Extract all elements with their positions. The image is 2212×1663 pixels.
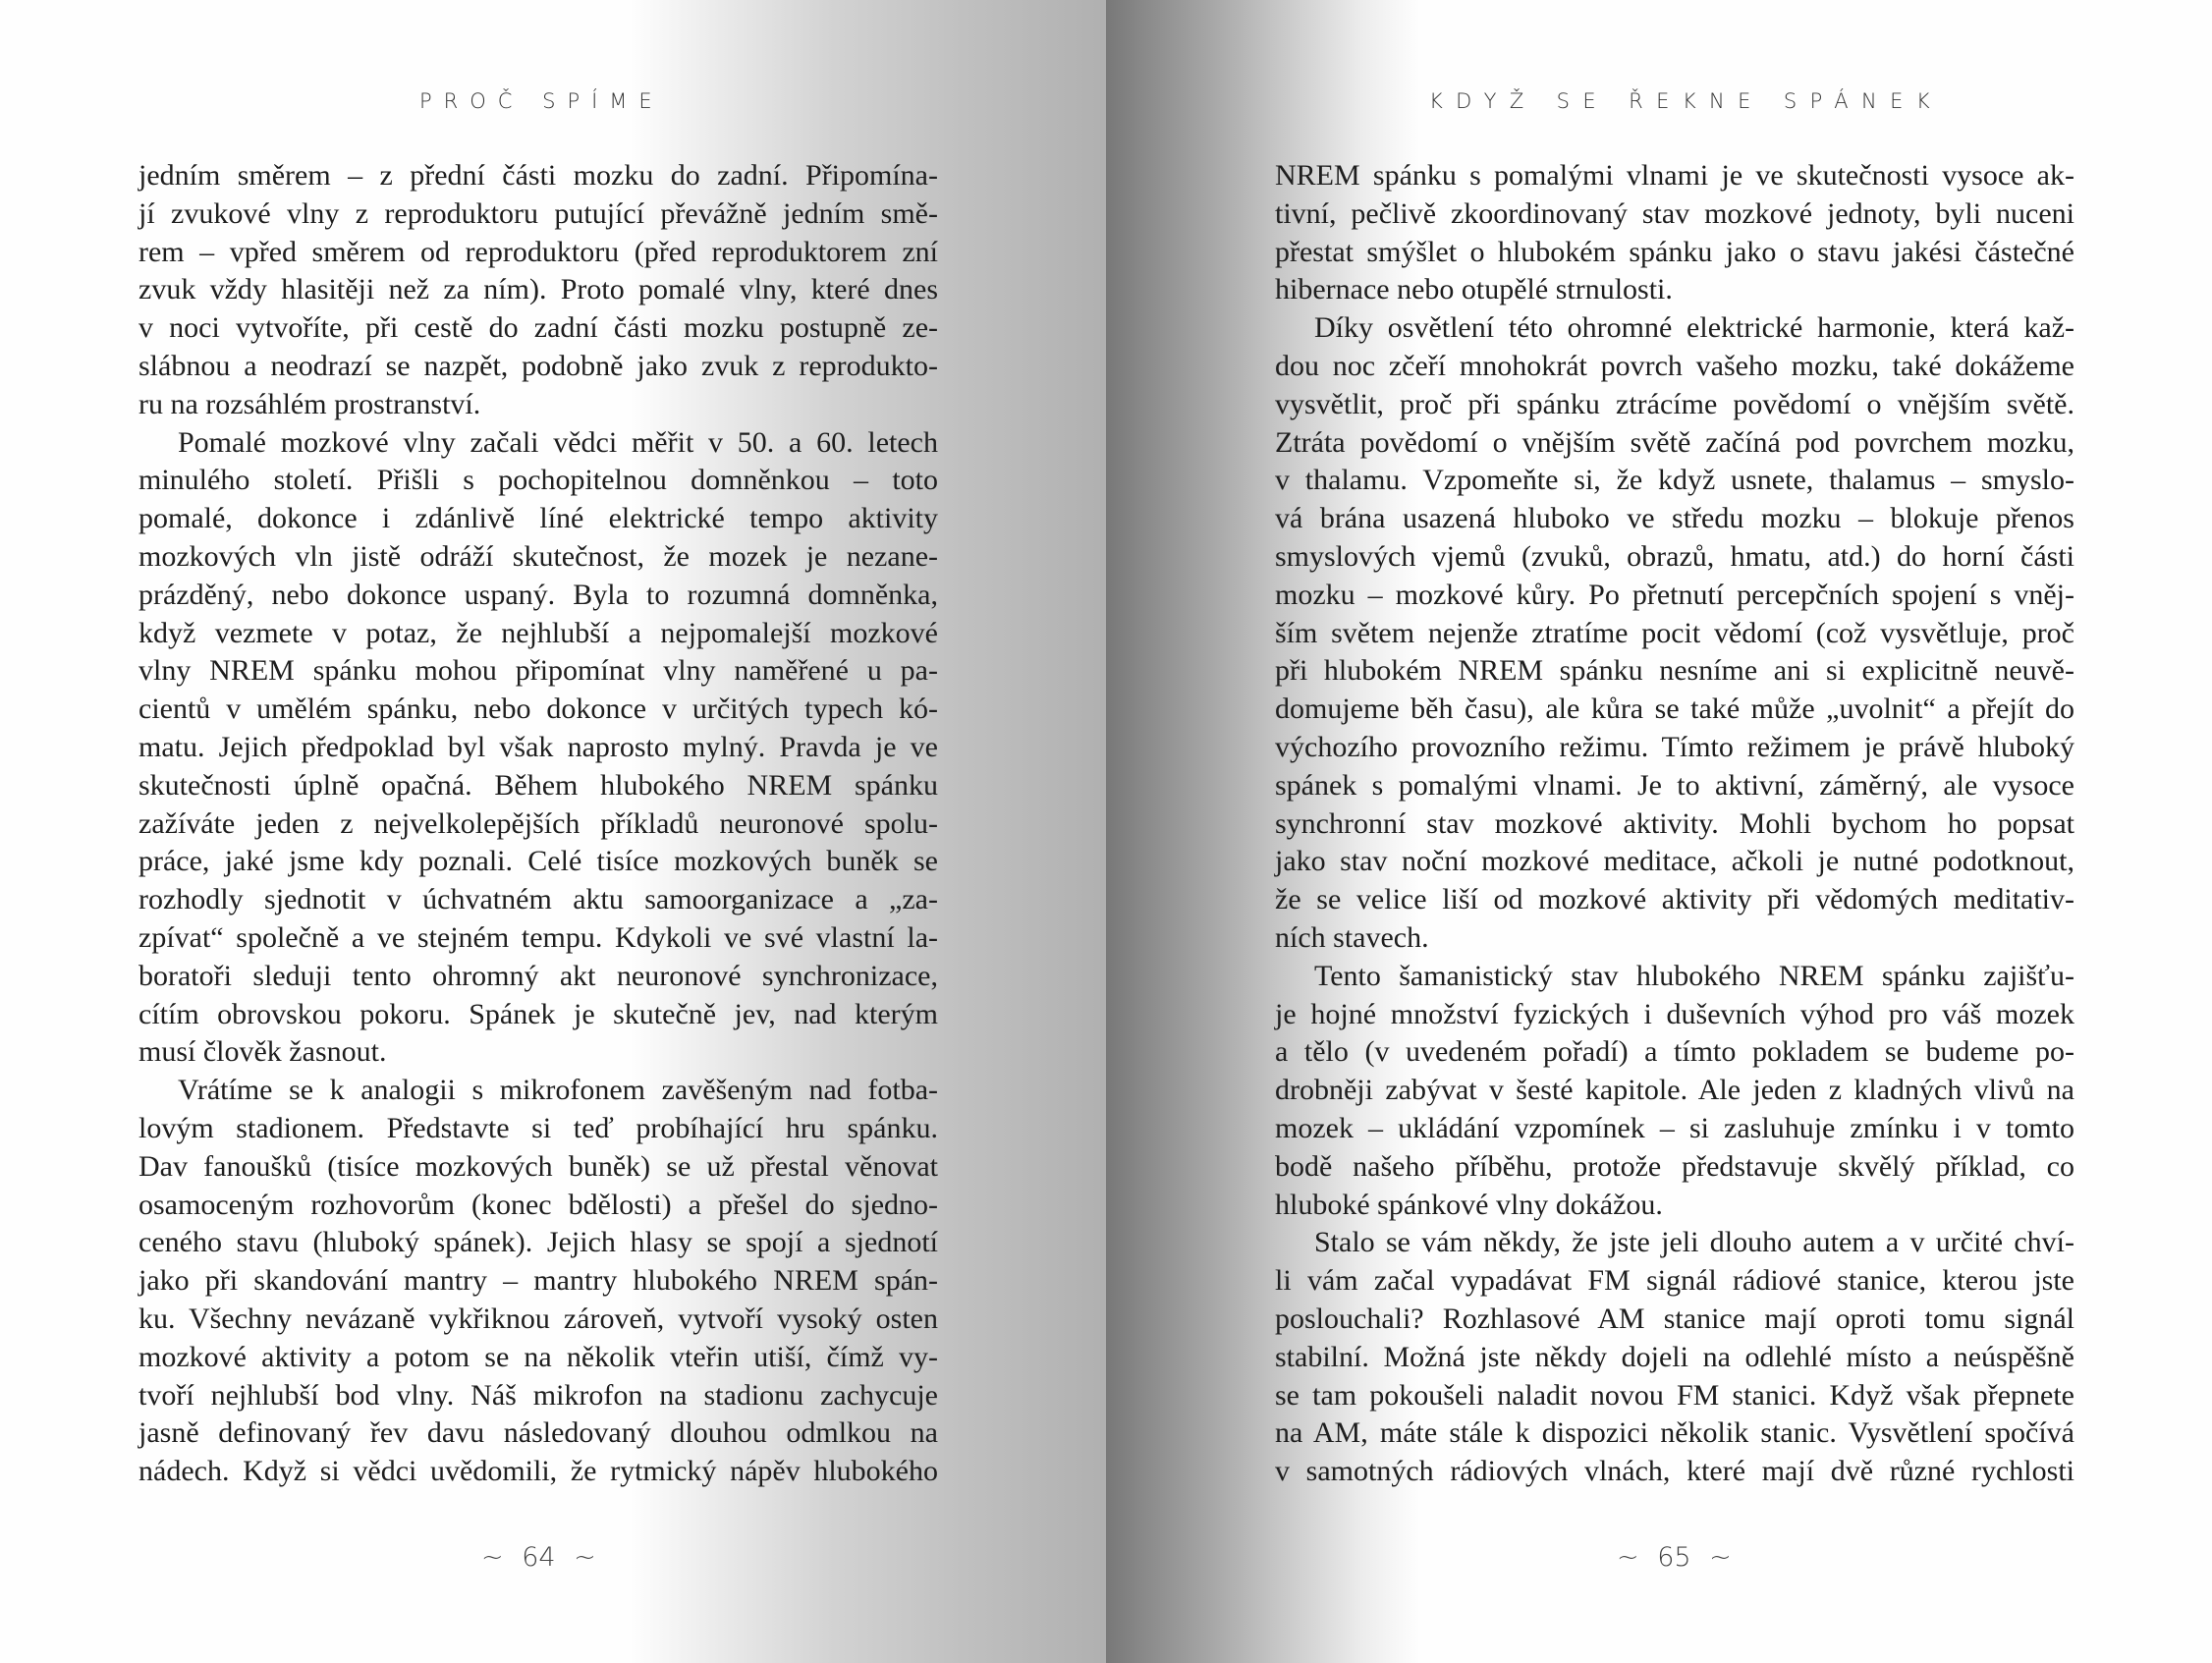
text-line: zažíváte jeden z nejvelkolepějších příkladů neuronové spolu- — [138, 806, 938, 840]
text-line: když vezmete v potaz, že nejhlubší a nejpomalejší mozkové — [138, 616, 938, 649]
text-line: Díky osvětlení této ohromné elektrické harmonie, která kaž- — [1314, 311, 2074, 345]
text-line: při hlubokém NREM spánku nesníme ani si explicitně neuvě- — [1275, 654, 2074, 688]
text-line: a tělo (v uvedeném pořadí) a tímto pokladem se budeme po- — [1275, 1035, 2074, 1069]
text-line: musí člověk žasnout. — [138, 1035, 387, 1069]
text-line: jasně definovaný řev davu následovaný dlouhou odmlkou na — [138, 1416, 938, 1450]
page-number-left: ~ 64 ~ — [481, 1542, 596, 1573]
text-line: práce, jaké jsme kdy poznali. Celé tisíce mozkových buněk se — [138, 845, 938, 878]
text-line: boratoři sleduji tento ohromný akt neuronové synchronizace, — [138, 959, 938, 992]
text-line: smyslových vjemů (zvuků, obrazů, hmatu, atd.) do horní části — [1275, 539, 2074, 573]
text-line: Pomalé mozkové vlny začali vědci měřit v 50. a 60. letech — [178, 425, 938, 459]
text-line: tvoří nejhlubší bod vlny. Náš mikrofon na stadionu zachycuje — [138, 1378, 938, 1412]
text-line: mozek – ukládání vzpomínek – si zasluhuje zmínku i v tomto — [1275, 1111, 2074, 1144]
text-line: Tento šamanistický stav hlubokého NREM spánku zajišťu- — [1314, 959, 2074, 992]
text-line: li vám začal vypadávat FM signál rádiové stanice, kterou jste — [1275, 1264, 2074, 1298]
text-line: na AM, máte stále k dispozici několik stanic. Vysvětlení spočívá — [1275, 1416, 2074, 1450]
left-page-body — [138, 157, 938, 1491]
text-line: hluboké spánkové vlny dokážou. — [1275, 1188, 1663, 1221]
text-line: mozkové aktivity a potom se na několik vteřin utiší, čímž vy- — [138, 1340, 938, 1373]
text-line: ku. Všechny nevázaně vykřiknou zároveň, vytvoří vysoký osten — [138, 1302, 938, 1335]
text-line: osamoceným rozhovorům (konec bdělosti) a přešel do sjedno- — [138, 1188, 938, 1221]
text-line: vysvětlit, proč při spánku ztrácíme povědomí o vnějším světě. — [1275, 387, 2074, 420]
running-head-right: KDYŽ SE ŘEKNE SPÁNEK — [1429, 89, 1944, 113]
text-line: rozhodly sjednotit v úchvatném aktu samoorganizace a „za- — [138, 883, 938, 916]
text-line: zvuk vždy hlasitěji než za ním). Proto pomalé vlny, které dnes — [138, 273, 938, 306]
text-line: rem – vpřed směrem od reproduktoru (před reproduktorem zní — [138, 235, 938, 268]
text-line: v noci vytvoříte, při cestě do zadní části mozku postupně ze- — [138, 311, 938, 345]
text-line: jako stav noční mozkové meditace, ačkoli je nutné podotknout, — [1275, 845, 2074, 878]
text-line: ru na rozsáhlém prostranství. — [138, 387, 481, 420]
text-line: tivní, pečlivě zkoordinovaný stav mozkové jednoty, byli nuceni — [1275, 196, 2074, 230]
text-line: je hojné množství fyzických i duševních výhod pro váš mozek — [1275, 997, 2074, 1030]
right-page-body — [1275, 157, 2074, 1491]
right-page — [1106, 0, 2212, 1663]
text-line: že se velice liší od mozkové aktivity při vědomých meditativ- — [1275, 883, 2074, 916]
text-line: ních stavech. — [1275, 920, 1429, 954]
text-line: Stalo se vám někdy, že jste jeli dlouho autem a v určité chví- — [1314, 1226, 2074, 1259]
text-line: hibernace nebo otupělé strnulosti. — [1275, 273, 1673, 306]
text-line: mozkových vln jistě odráží skutečnost, že mozek je nezane- — [138, 539, 938, 573]
text-line: prázděný, nebo dokonce uspaný. Byla to rozumná domněnka, — [138, 578, 938, 611]
text-line: jako při skandování mantry – mantry hlubokého NREM spán- — [138, 1264, 938, 1298]
page-number-right: ~ 65 ~ — [1617, 1542, 1732, 1573]
text-line: lovým stadionem. Představte si teď probíhající hru spánku. — [138, 1111, 938, 1144]
text-line: drobněji zabývat v šesté kapitole. Ale jeden z kladných vlivů na — [1275, 1074, 2074, 1107]
text-line: Vrátíme se k analogii s mikrofonem zavěšeným nad fotba- — [178, 1074, 938, 1107]
text-line: synchronní stav mozkové aktivity. Mohli bychom ho popsat — [1275, 806, 2074, 840]
text-line: mozku – mozkové kůry. Po přetnutí percepčních spojení s vněj- — [1275, 578, 2074, 611]
text-line: minulého století. Přišli s pochopitelnou domněnkou – toto — [138, 464, 938, 497]
text-line: Ztráta povědomí o vnějším světě začíná pod povrchem mozku, — [1275, 425, 2074, 459]
text-line: přestat smýšlet o hlubokém spánku jako o stavu jakési částečné — [1275, 235, 2074, 268]
text-line: ším světem nejenže ztratíme pocit vědomí (což vysvětluje, proč — [1275, 616, 2074, 649]
text-line: bodě našeho příběhu, protože představuje skvělý příklad, co — [1275, 1149, 2074, 1183]
text-line: vlny NREM spánku mohou připomínat vlny naměřené u pa- — [138, 654, 938, 688]
text-line: skutečnosti úplně opačná. Během hlubokého NREM spánku — [138, 768, 938, 802]
text-line: zpívat“ společně a ve stejném tempu. Kdykoli ve své vlastní la- — [138, 920, 938, 954]
text-line: spánek s pomalými vlnami. Je to aktivní, záměrný, ale vysoce — [1275, 768, 2074, 802]
text-line: v samotných rádiových vlnách, které mají dvě různé rychlosti — [1275, 1455, 2074, 1488]
text-line: jedním směrem – z přední části mozku do zadní. Připomína- — [138, 159, 938, 192]
text-line: poslouchali? Rozhlasové AM stanice mají oproti tomu signál — [1275, 1302, 2074, 1335]
text-line: matu. Jejich předpoklad byl však naprosto mylný. Pravda je ve — [138, 730, 938, 763]
text-line: výchozího provozního režimu. Tímto režimem je právě hluboký — [1275, 730, 2074, 763]
text-line: pomalé, dokonce i zdánlivě líné elektrické tempo aktivity — [138, 502, 938, 535]
text-line: se tam pokoušeli naladit novou FM stanici. Když však přepnete — [1275, 1378, 2074, 1412]
text-line: domujeme běh času), ale kůra se také může „uvolnit“ a přejít do — [1275, 693, 2074, 726]
text-line: slábnou a neodrazí se nazpět, podobně jako zvuk z reprodukto- — [138, 349, 938, 382]
text-line: Dav fanoušků (tisíce mozkových buněk) se už přestal věnovat — [138, 1149, 938, 1183]
text-line: dou noc zčeří mnohokrát povrch vašeho mozku, také dokážeme — [1275, 349, 2074, 382]
text-line: cítím obrovskou pokoru. Spánek je skutečně jev, nad kterým — [138, 997, 938, 1030]
text-line: ceného stavu (hluboký spánek). Jejich hlasy se spojí a sjednotí — [138, 1226, 938, 1259]
running-head-left: PROČ SPÍME — [419, 89, 664, 113]
text-line: cientů v umělém spánku, nebo dokonce v určitých typech kó- — [138, 693, 938, 726]
text-line: v thalamu. Vzpomeňte si, že když usnete, thalamus – smyslo- — [1275, 464, 2074, 497]
text-line: jí zvukové vlny z reproduktoru putující převážně jedním smě- — [138, 196, 938, 230]
text-line: NREM spánku s pomalými vlnami je ve skutečnosti vysoce ak- — [1275, 159, 2074, 192]
text-line: vá brána usazená hluboko ve středu mozku – blokuje přenos — [1275, 502, 2074, 535]
text-line: nádech. Když si vědci uvědomili, že rytmický nápěv hlubokého — [138, 1455, 938, 1488]
text-line: stabilní. Možná jste někdy dojeli na odlehlé místo a neúspěšně — [1275, 1340, 2074, 1373]
